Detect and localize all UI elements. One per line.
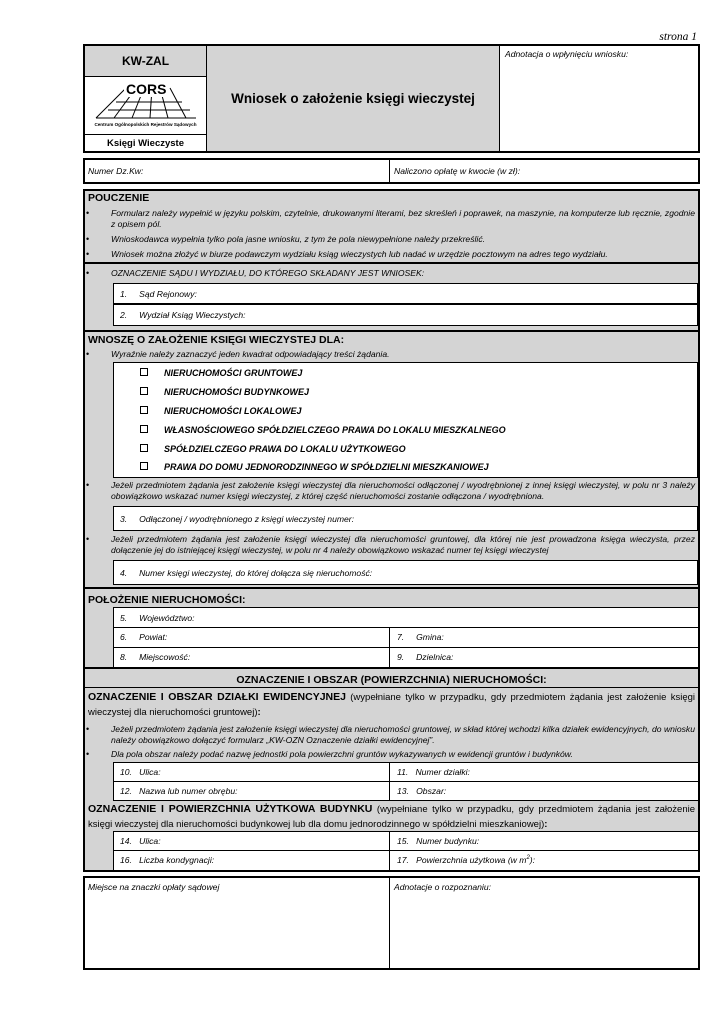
- request-field-3-label: 3. Odłączonej / wyodrębnionego z księgi wieczystej numer:: [120, 514, 355, 524]
- location-heading: POŁOŻENIE NIERUCHOMOŚCI:: [88, 594, 246, 606]
- field-13-label: 13. Obszar:: [397, 786, 447, 796]
- field-7-label: 7. Gmina:: [397, 632, 444, 642]
- field-11-label: 11. Numer działki:: [397, 767, 470, 777]
- instruction-item-2: Wnioskodawca wypełnia tylko pola jasne wniosku, z tym że pola niewypełnione należy przekreślić.: [111, 234, 486, 244]
- court-field-1-label: 1. Sąd Rejonowy:: [120, 289, 197, 299]
- option-checkbox-4[interactable]: [140, 425, 148, 433]
- bullet-icon: •: [86, 480, 90, 490]
- request-note: Wyraźnie należy zaznaczyć jeden kwadrat odpowiadający treści żądania.: [111, 349, 390, 359]
- bullet-icon: •: [86, 208, 90, 218]
- field-17-end: ):: [529, 855, 536, 865]
- option-checkbox-1[interactable]: [140, 368, 148, 376]
- number-fee-row: [83, 158, 700, 184]
- option-checkbox-5[interactable]: [140, 444, 148, 452]
- building-heading: [88, 802, 695, 832]
- bullet-icon: •: [86, 534, 90, 544]
- field-16-label: 16. Liczba kondygnacji:: [120, 855, 215, 865]
- number-dzkw-label: Numer Dz.Kw:: [88, 166, 144, 176]
- field-10-label: 10. Ulica:: [120, 767, 161, 777]
- fee-label: Naliczono opłatę w kwocie (w zł):: [394, 166, 521, 176]
- register-name: Księgi Wieczyste: [106, 138, 184, 149]
- option-label-4: WŁASNOŚCIOWEGO SPÓŁDZIELCZEGO PRAWA DO LOKALU MIESZKALNEGO: [164, 425, 506, 435]
- bullet-icon: •: [86, 234, 90, 244]
- plot-heading-note: (wypełniane tylko w przypadku, gdy przedmiotem żądania jest założenie księgi wieczystej dla nieruchomości gruntowej): [88, 692, 696, 718]
- field-12-label: 12. Nazwa lub numer obrębu:: [120, 786, 238, 796]
- building-heading-note: (wypełniane tylko w przypadku, gdy przedmiotem żądania jest założenie księgi wieczystej dla nieruchomości budynkowej lub dla domu jednorodzinnego w spółdzielni mieszkaniowej): [88, 804, 695, 830]
- field-8-label: 8. Miejscowość:: [120, 652, 191, 662]
- option-checkbox-6[interactable]: [140, 462, 148, 470]
- court-field-2-label: 2. Wydział Ksiąg Wieczystych:: [120, 310, 246, 320]
- building-heading-end: :: [544, 819, 548, 830]
- instructions-heading: POUCZENIE: [88, 192, 150, 204]
- form-title: Wniosek o założenie księgi wieczystej: [231, 91, 475, 106]
- logo-text: CORS: [126, 81, 167, 97]
- plot-heading: [88, 690, 695, 720]
- plot-note-2: Dla pola obszar należy podać nazwę jednostki pola powierzchni gruntów wykazywanych w ewidencji gruntów i budynków.: [111, 749, 573, 759]
- bullet-icon: •: [86, 268, 90, 278]
- page-number: strona 1: [659, 31, 697, 43]
- instruction-item-1: Formularz należy wypełnić w języku polskim, czytelnie, drukowanymi literami, bez skreśleń i poprawek, na maszynie, na komputerze lub ręcznie, zgodnie z opisem pól.: [111, 208, 695, 229]
- area-heading: OZNACZENIE I OBSZAR (POWIERZCHNIA) NIERUCHOMOŚCI:: [236, 674, 547, 686]
- option-label-2: NIERUCHOMOŚCI BUDYNKOWEJ: [164, 387, 310, 397]
- request-note-3: Jeżeli przedmiotem żądania jest założenie księgi wieczystej dla nieruchomości gruntowej, dla której nie jest prowadzona księga wieczysta, przez dołączenie jej do istniejącej księgi wieczystej, w polu nr 4 należy obowiązkowo wskazać numer tej księgi wieczystej: [111, 534, 695, 555]
- bullet-icon: •: [86, 249, 90, 259]
- form-code: KW-ZAL: [121, 54, 170, 68]
- field-5-label: 5. Województwo:: [120, 613, 195, 623]
- option-label-3: NIERUCHOMOŚCI LOKALOWEJ: [164, 406, 302, 416]
- receipt-annotation-label: Adnotacja o wpłynięciu wniosku:: [505, 49, 629, 59]
- building-heading-title: OZNACZENIE I POWIERZCHNIA UŻYTKOWA BUDYNKU: [88, 803, 373, 815]
- option-label-5: SPÓŁDZIELCZEGO PRAWA DO LOKALU UŻYTKOWEGO: [164, 444, 406, 454]
- instruction-item-3: Wniosek można złożyć w biurze podawczym wydziału ksiąg wieczystych lub nadać w urzędzie pocztowym na adres tego wydziału.: [111, 249, 608, 259]
- request-note-2: Jeżeli przedmiotem żądania jest założenie księgi wieczystej dla nieruchomości odłączonej / wyodrębnionej z innej księgi wieczystej, w polu nr 3 należy obowiązkowo wskazać numer księgi wieczystej, z której część nieruchomości zostanie odłączona / wyodrębniona.: [111, 480, 695, 501]
- field-14-label: 14. Ulica:: [120, 836, 161, 846]
- bullet-icon: •: [86, 724, 90, 734]
- field-17-label: [397, 855, 535, 865]
- request-options-box: [113, 362, 698, 478]
- court-field-1[interactable]: [113, 283, 698, 304]
- bullet-icon: •: [86, 349, 90, 359]
- option-label-6: PRAWA DO DOMU JEDNORODZINNEGO W SPÓŁDZIELNI MIESZKANIOWEJ: [164, 462, 489, 472]
- request-field-4-label: 4. Numer księgi wieczystej, do której dołącza się nieruchomość:: [120, 568, 373, 578]
- plot-note-1: Jeżeli przedmiotem żądania jest założenie księgi wieczystej dla nieruchomości gruntowej, w skład której wchodzi kilka działek ewidencyjnych, do wniosku należy obowiązkowo dołączyć formularz „KW-OZN Oznaczenie działki ewidencyjnej”.: [111, 724, 695, 745]
- plot-heading-end: :: [257, 707, 261, 718]
- field-9-label: 9. Dzielnica:: [397, 652, 454, 662]
- field-6-label: 6. Powiat:: [120, 632, 168, 642]
- fee-stamps-label: Miejsce na znaczki opłaty sądowej: [88, 882, 220, 892]
- option-checkbox-2[interactable]: [140, 387, 148, 395]
- option-label-1: NIERUCHOMOŚCI GRUNTOWEJ: [164, 368, 303, 378]
- field-15-label: 15. Numer budynku:: [397, 836, 480, 846]
- bullet-icon: •: [86, 749, 90, 759]
- review-notes-label: Adnotacje o rozpoznaniu:: [394, 882, 491, 892]
- field-17-text: 17. Powierzchnia użytkowa (w m: [397, 855, 527, 865]
- logo-subtitle: Centrum Ogólnopolskich Rejestrów Sądowych: [94, 122, 197, 127]
- request-heading: WNOSZĘ O ZAŁOŻENIE KSIĘGI WIECZYSTEJ DLA:: [88, 334, 345, 346]
- option-checkbox-3[interactable]: [140, 406, 148, 414]
- court-heading: OZNACZENIE SĄDU I WYDZIAŁU, DO KTÓREGO SKŁADANY JEST WNIOSEK:: [111, 268, 425, 278]
- plot-heading-title: OZNACZENIE I OBSZAR DZIAŁKI EWIDENCYJNEJ: [88, 691, 346, 703]
- field-17-sup: 2: [526, 855, 530, 862]
